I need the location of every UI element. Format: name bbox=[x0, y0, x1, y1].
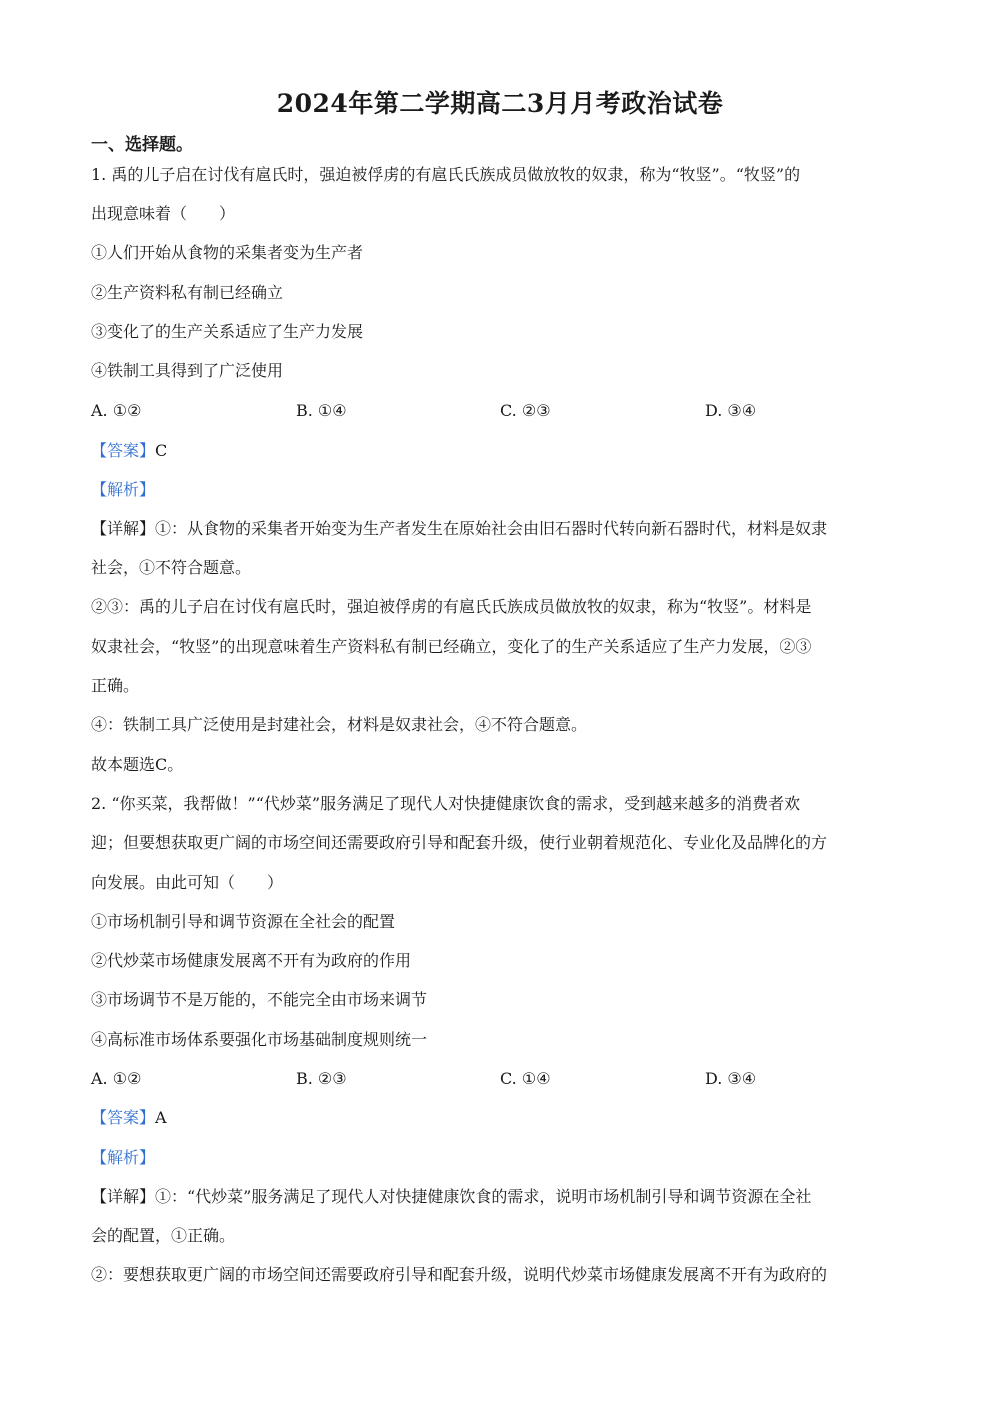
q2-statement: ④高标准市场体系要强化市场基础制度规则统一 bbox=[91, 1030, 428, 1049]
q1-option-a: A. ①② bbox=[91, 401, 142, 420]
q1-explanation-line: 【详解】①：从食物的采集者开始变为生产者发生在原始社会由旧石器时代转向新石器时代，材料是奴隶 bbox=[91, 519, 828, 538]
q1-analysis bbox=[91, 479, 906, 501]
page-title: 2024年第二学期高二3月月考政治试卷 bbox=[276, 89, 724, 118]
q1-explanation-line: ④：铁制工具广泛使用是封建社会，材料是奴隶社会，④不符合题意。 bbox=[91, 715, 588, 734]
q2-statement: ②代炒菜市场健康发展离不开有为政府的作用 bbox=[91, 951, 412, 970]
q1-statement: ②生产资料私有制已经确立 bbox=[91, 283, 284, 302]
answer-tag: 【答案】 bbox=[91, 441, 156, 460]
q1-stem-line: 1. 禹的儿子启在讨伐有扈氏时，强迫被俘虏的有扈氏氏族成员做放牧的奴隶，称为“牧竖”。“牧竖”的 bbox=[91, 165, 801, 184]
q2-option-a: A. ①② bbox=[91, 1069, 142, 1088]
q2-explanation-line: 会的配置，①正确。 bbox=[91, 1226, 236, 1245]
q1-option-c: C. ②③ bbox=[500, 401, 551, 420]
q1-answer bbox=[91, 440, 906, 462]
q2-explanation-line: ②：要想获取更广阔的市场空间还需要政府引导和配套升级，说明代炒菜市场健康发展离不开有为政府的 bbox=[91, 1265, 828, 1284]
q1-explanation-line: ②③：禹的儿子启在讨伐有扈氏时，强迫被俘虏的有扈氏氏族成员做放牧的奴隶，称为“牧竖”。材料是 bbox=[91, 597, 812, 616]
q1-explanation-line: 社会，①不符合题意。 bbox=[91, 558, 252, 577]
q1-option-d: D. ③④ bbox=[705, 401, 757, 420]
answer-tag: 【答案】 bbox=[91, 1108, 156, 1127]
q2-statement: ③市场调节不是万能的，不能完全由市场来调节 bbox=[91, 990, 428, 1009]
q1-explanation-line: 奴隶社会，“牧竖”的出现意味着生产资料私有制已经确立，变化了的生产关系适应了生产力发展，②③ bbox=[91, 637, 812, 656]
q2-statement: ①市场机制引导和调节资源在全社会的配置 bbox=[91, 912, 396, 931]
analysis-tag: 【解析】 bbox=[91, 1148, 156, 1167]
q1-statement: ③变化了的生产关系适应了生产力发展 bbox=[91, 322, 364, 341]
q2-option-b: B. ②③ bbox=[296, 1069, 347, 1088]
q2-stem-line: 向发展。由此可知（ ） bbox=[91, 873, 284, 892]
q1-stem-line: 出现意味着（ ） bbox=[91, 204, 236, 223]
answer-value: C bbox=[155, 441, 168, 460]
analysis-tag: 【解析】 bbox=[91, 480, 156, 499]
q2-option-c: C. ①④ bbox=[500, 1069, 551, 1088]
q2-explanation-line: 【详解】①：“代炒菜”服务满足了现代人对快捷健康饮食的需求，说明市场机制引导和调节资源在全社 bbox=[91, 1187, 812, 1206]
q1-option-b: B. ①④ bbox=[296, 401, 347, 420]
q1-explanation-line: 正确。 bbox=[91, 676, 140, 695]
q1-statement: ④铁制工具得到了广泛使用 bbox=[91, 361, 284, 380]
q1-statement: ①人们开始从食物的采集者变为生产者 bbox=[91, 243, 364, 262]
answer-value: A bbox=[155, 1108, 167, 1127]
q1-conclusion: 故本题选C。 bbox=[91, 755, 184, 774]
q2-stem-line: 迎；但要想获取更广阔的市场空间还需要政府引导和配套升级，使行业朝着规范化、专业化及品牌化的方 bbox=[91, 833, 828, 852]
q2-answer bbox=[91, 1107, 906, 1129]
q2-analysis bbox=[91, 1147, 906, 1169]
q2-option-d: D. ③④ bbox=[705, 1069, 757, 1088]
section-heading: 一、选择题。 bbox=[91, 135, 193, 155]
q2-stem-line: 2. “你买菜，我帮做！”“代炒菜”服务满足了现代人对快捷健康饮食的需求，受到越来越多的消费者欢 bbox=[91, 794, 801, 813]
